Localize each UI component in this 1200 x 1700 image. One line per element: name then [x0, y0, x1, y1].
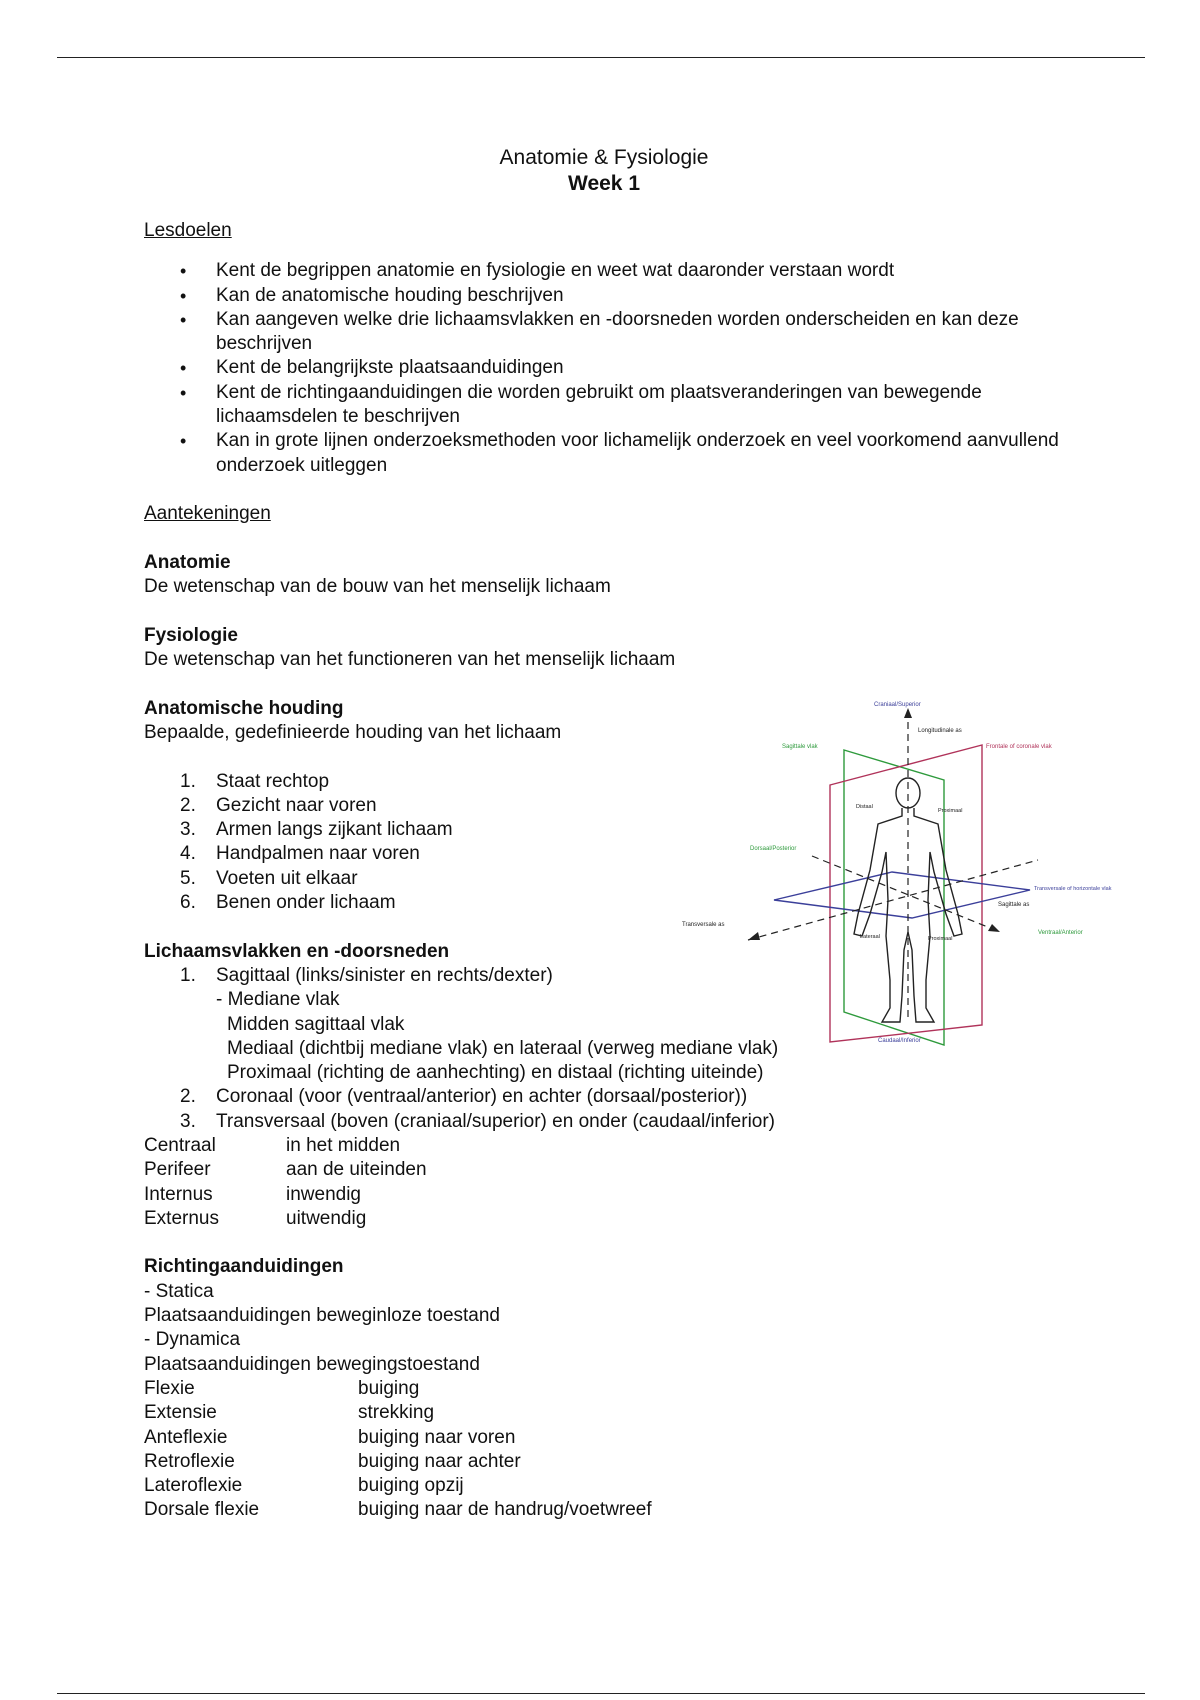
houding-text: Bepaalde, gedefinieerde houding van het lichaam — [144, 721, 562, 743]
anatomie-text: De wetenschap van de bouw van het menselijk lichaam — [144, 576, 611, 598]
top-rule — [57, 57, 1145, 58]
list-item: 2. Coronaal (voor (ventraal/anterior) en achter (dorsaal/posterior)) — [180, 1086, 748, 1108]
label-transversale-vlak: Transversale of horizontale vlak — [1034, 886, 1112, 892]
list-item: • Kan aangeven welke drie lichaamsvlakken en -doorsneden worden onderscheiden en kan deze beschrijven — [144, 308, 1076, 357]
label-caudaal: Caudaal/Inferior — [878, 1038, 921, 1044]
term-row: Centraal in het midden — [144, 1134, 401, 1156]
label-proximaal: Proximaal — [938, 808, 963, 814]
term-row: Dorsale flexie buiging naar de handrug/voetwreef — [144, 1499, 652, 1521]
fysiologie-title: Fysiologie — [144, 624, 238, 646]
anatomie-title: Anatomie — [144, 551, 231, 573]
dynamica-text: Plaatsaanduidingen bewegingstoestand — [144, 1353, 480, 1375]
list-item: 3. Armen langs zijkant lichaam — [180, 819, 453, 841]
vlakken-title: Lichaamsvlakken en -doorsneden — [144, 940, 450, 962]
vlakken-sub: - Mediane vlak — [216, 989, 340, 1011]
label-craniaal: Craniaal/Superior — [874, 702, 921, 708]
label-lateraal-l: Lateraal — [860, 934, 880, 940]
label-distaal: Distaal — [856, 804, 873, 810]
richting-terms — [144, 1377, 1104, 1523]
label-ventraal: Ventraal/Anterior — [1038, 930, 1083, 936]
term-row: Externus uitwendig — [144, 1207, 367, 1229]
title-main: Anatomie & Fysiologie — [499, 146, 709, 169]
label-transversale-as: Transversale as — [682, 922, 725, 928]
list-item: 1. Staat rechtop — [180, 770, 330, 792]
term-row: Retroflexie buiging naar achter — [144, 1450, 521, 1472]
list-item: 6. Benen onder lichaam — [180, 892, 396, 914]
label-proximaal-2: Proximaal — [928, 936, 953, 942]
fysiologie-text: De wetenschap van het functioneren van het menselijk lichaam — [144, 649, 676, 671]
term-row: Lateroflexie buiging opzij — [144, 1475, 464, 1497]
label-dorsaal: Dorsaal/Posterior — [750, 846, 797, 852]
lesdoelen-heading: Lesdoelen — [144, 220, 232, 241]
list-item: 2. Gezicht naar voren — [180, 794, 377, 816]
list-item: 3. Transversaal (boven (craniaal/superior) en onder (caudaal/inferior) — [180, 1110, 776, 1132]
houding-title: Anatomische houding — [144, 697, 344, 719]
aantekeningen-heading: Aantekeningen — [144, 503, 271, 525]
bottom-rule — [57, 1693, 1145, 1694]
lesdoelen-list — [144, 259, 1104, 478]
document-title — [144, 145, 1064, 197]
human-body — [854, 778, 962, 1022]
term-row: Anteflexie buiging naar voren — [144, 1426, 516, 1448]
label-frontale-vlak: Frontale of coronale vlak — [986, 744, 1052, 750]
richting-title: Richtingaanduidingen — [144, 1256, 344, 1278]
label-longitudinale: Longitudinale as — [918, 728, 962, 734]
list-item: • Kan de anatomische houding beschrijven — [144, 284, 1076, 308]
list-item: • Kent de belangrijkste plaatsaanduidingen — [144, 356, 1076, 380]
vlakken-list-2 — [144, 1085, 1104, 1134]
sagittal-axis — [812, 856, 1000, 932]
vlakken-sub: Midden sagittaal vlak — [227, 1013, 405, 1035]
transverse-plane — [774, 872, 1030, 918]
title-week: Week 1 — [568, 172, 640, 195]
list-item: • Kent de richtingaanduidingen die worden gebruikt om plaatsveranderingen van bewegende lichaamsdelen te beschrijven — [144, 381, 1076, 430]
plaats-terms — [144, 1134, 1104, 1231]
label-sagittale-as: Sagittale as — [998, 902, 1030, 908]
statica-label: - Statica — [144, 1280, 214, 1302]
list-item: • Kent de begrippen anatomie en fysiologie en weet wat daaronder verstaan wordt — [144, 259, 1076, 283]
term-row: Flexie buiging — [144, 1377, 420, 1399]
list-item: 1. Sagittaal (links/sinister en rechts/dexter) — [180, 964, 553, 986]
statica-text: Plaatsaanduidingen beweginloze toestand — [144, 1305, 500, 1327]
list-item: 4. Handpalmen naar voren — [180, 843, 420, 865]
dynamica-label: - Dynamica — [144, 1329, 241, 1351]
term-row: Extensie strekking — [144, 1402, 435, 1424]
term-row: Perifeer aan de uiteinden — [144, 1159, 427, 1181]
list-item: 5. Voeten uit elkaar — [180, 867, 358, 889]
list-item: • Kan in grote lijnen onderzoeksmethoden voor lichamelijk onderzoek en veel voorkomend aanvullend onderzoek uitleggen — [144, 429, 1076, 478]
label-sagittale-vlak: Sagittale vlak — [782, 744, 818, 750]
term-row: Internus inwendig — [144, 1183, 361, 1205]
anatomy-planes-figure — [682, 700, 1112, 1045]
vlakken-sub: Proximaal (richting de aanhechting) en distaal (richting uiteinde) — [227, 1062, 764, 1084]
sagittal-plane — [844, 750, 944, 1045]
vlakken-sub: Mediaal (dichtbij mediane vlak) en lateraal (verweg mediane vlak) — [227, 1037, 779, 1059]
